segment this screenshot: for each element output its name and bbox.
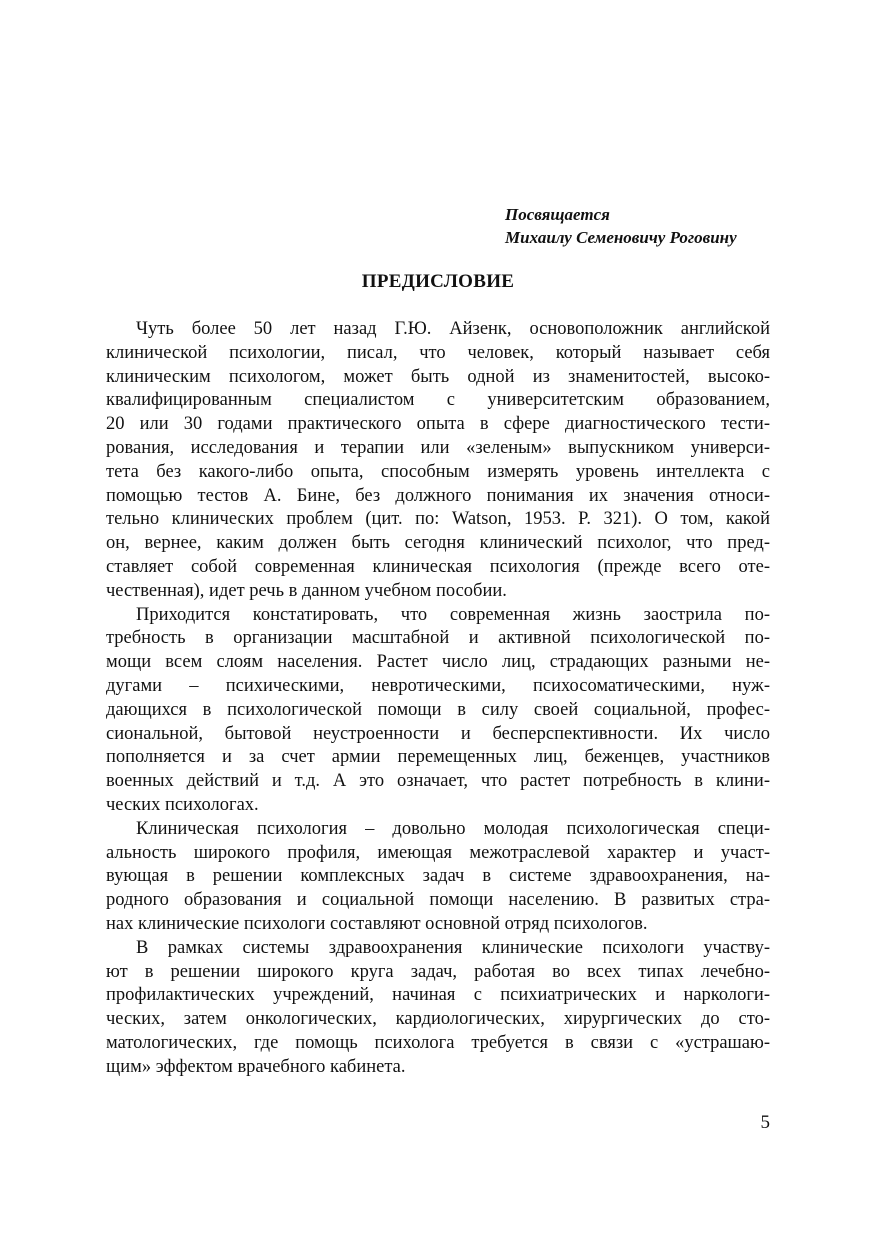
text-line: чественная), идет речь в данном учебном пособии. bbox=[106, 580, 507, 601]
text-line: Приходится констатировать, что современная жизнь заострила по- bbox=[136, 604, 770, 625]
text-line: альность широкого профиля, имеющая межотраслевой характер и участ- bbox=[106, 842, 770, 863]
text-line: ческих, затем онкологических, кардиологических, хирургических до сто- bbox=[106, 1009, 770, 1030]
text-line: ют в решении широкого круга задач, работая во всех типах лечебно- bbox=[106, 961, 770, 982]
dedication bbox=[505, 203, 737, 249]
text-line: он, вернее, каким должен быть сегодня клинический психолог, что пред- bbox=[106, 533, 770, 554]
text-line: помощью тестов А. Бине, без должного понимания их значения относи- bbox=[106, 485, 770, 506]
text-line: дугами – психическими, невротическими, психосоматическими, нуж- bbox=[106, 675, 770, 696]
text-line: нах клинические психологи составляют основной отряд психологов. bbox=[106, 913, 648, 934]
body-text bbox=[106, 318, 770, 1080]
page-number: 5 bbox=[760, 1112, 770, 1133]
text-line: тета без какого-либо опыта, способным измерять уровень интеллекта с bbox=[106, 461, 770, 482]
text-line: клинической психологии, писал, что человек, который называет себя bbox=[106, 342, 770, 363]
dedication-line-2: Михаилу Семеновичу Роговину bbox=[505, 228, 737, 247]
text-line: рования, исследования и терапии или «зеленым» выпускником универси- bbox=[106, 437, 770, 458]
text-line: квалифицированным специалистом с университетским образованием, bbox=[106, 390, 770, 411]
text-line: клиническим психологом, может быть одной из знаменитостей, высоко- bbox=[106, 366, 770, 387]
text-line: В рамках системы здравоохранения клинические психологи участву- bbox=[136, 937, 770, 958]
text-line: сиональной, бытовой неустроенности и бесперспективности. Их число bbox=[106, 723, 770, 744]
text-line: мощи всем слоям населения. Растет число лиц, страдающих разными не- bbox=[106, 652, 770, 673]
text-line: матологических, где помощь психолога требуется в связи с «устрашаю- bbox=[106, 1032, 770, 1053]
text-line: родного образования и социальной помощи населению. В развитых стра- bbox=[106, 890, 770, 911]
text-line: требность в организации масштабной и активной психологической по- bbox=[106, 628, 770, 649]
text-line: пополняется и за счет армии перемещенных лиц, беженцев, участников bbox=[106, 747, 770, 768]
text-line: 20 или 30 годами практического опыта в сфере диагностического тести- bbox=[106, 414, 770, 435]
page-title: ПРЕДИСЛОВИЕ bbox=[361, 271, 515, 292]
text-line: вующая в решении комплексных задач в системе здравоохранения, на- bbox=[106, 866, 770, 887]
text-line: Клиническая психология – довольно молодая психологическая специ- bbox=[136, 818, 770, 839]
text-line: щим» эффектом врачебного кабинета. bbox=[106, 1056, 406, 1077]
text-line: военных действий и т.д. А это означает, что растет потребность в клини- bbox=[106, 771, 770, 792]
text-line: дающихся в психологической помощи в силу своей социальной, профес- bbox=[106, 699, 770, 720]
text-line: ставляет собой современная клиническая психология (прежде всего оте- bbox=[106, 556, 770, 577]
text-line: профилактических учреждений, начиная с психиатрических и наркологи- bbox=[106, 985, 770, 1006]
text-line: ческих психологах. bbox=[106, 794, 259, 815]
text-line: тельно клинических проблем (цит. по: Watson, 1953. P. 321). О том, какой bbox=[106, 509, 770, 530]
dedication-line-1: Посвящается bbox=[505, 205, 610, 224]
text-line: Чуть более 50 лет назад Г.Ю. Айзенк, основоположник английской bbox=[136, 319, 770, 339]
